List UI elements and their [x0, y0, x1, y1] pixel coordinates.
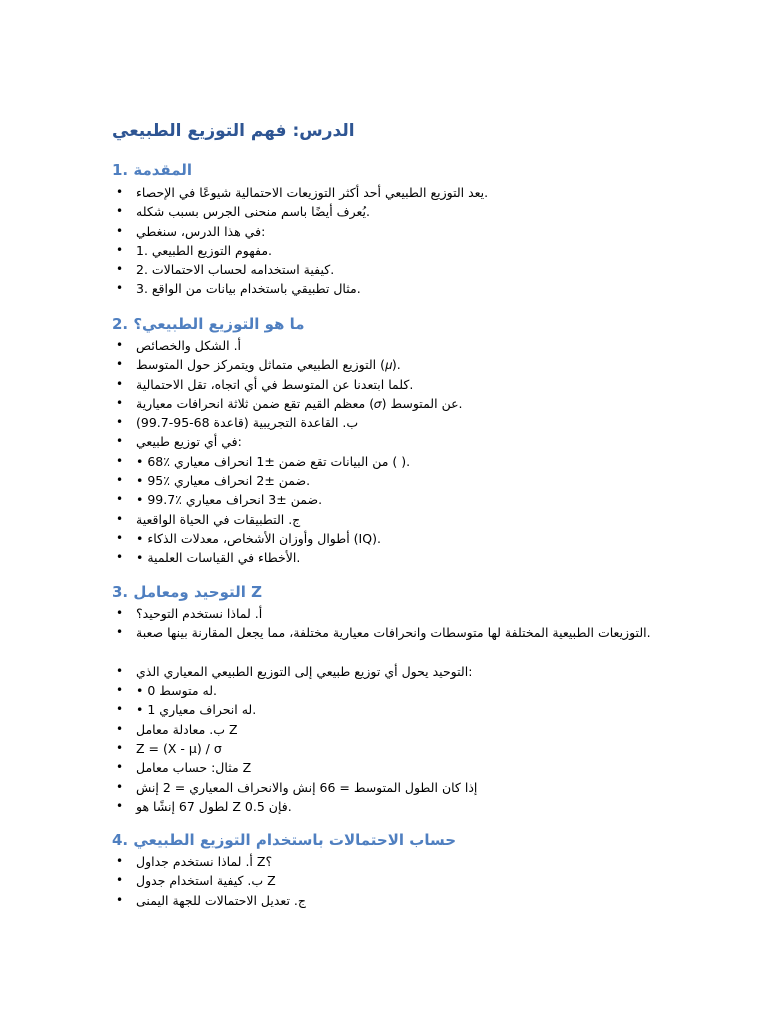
- section-3-list: [112, 604, 672, 816]
- list-item: • • الأخطاء في القياسات العلمية.: [112, 548, 672, 567]
- list-item: • ج. تعديل الاحتمالات للجهة اليمنى: [112, 891, 672, 910]
- bullet-dot: •: [116, 223, 124, 238]
- list-item: • مثال: حساب معامل Z: [112, 758, 672, 777]
- list-item: • أ. لماذا نستخدم جداول Z؟: [112, 852, 672, 871]
- section-2-list: [112, 336, 672, 568]
- section-2-heading: 2. ما هو التوزيع الطبيعي؟: [112, 315, 305, 333]
- list-item: • • 95٪ ضمن ±2 انحراف معياري.: [112, 471, 672, 490]
- bullet-dot: •: [116, 242, 124, 257]
- bullet-dot: •: [116, 453, 124, 468]
- bullet-dot: •: [116, 530, 124, 545]
- bullet-dot: •: [116, 204, 124, 219]
- bullet-dot: •: [116, 741, 124, 756]
- bullet-dot: •: [116, 511, 124, 526]
- bullet-dot: •: [116, 281, 124, 296]
- bullet-dot: •: [116, 376, 124, 391]
- list-item: • يعد التوزيع الطبيعي أحد أكثر التوزيعات الاحتمالية شيوعًا في الإحصاء.: [112, 183, 672, 202]
- bullet-dot: •: [116, 338, 124, 352]
- list-item: • التوحيد يحول أي توزيع طبيعي إلى التوزيع الطبيعي المعياري الذي:: [112, 662, 672, 681]
- bullet-dot: •: [116, 854, 124, 868]
- bullet-dot: •: [116, 798, 124, 813]
- section-4-list: [112, 852, 672, 910]
- list-item: • ب. كيفية استخدام جدول Z: [112, 871, 672, 890]
- list-item: • معظم القيم تقع ضمن ثلاثة انحرافات معيارية (𝜎) عن المتوسط.: [112, 394, 672, 413]
- bullet-dot: •: [116, 683, 124, 698]
- list-item: • كلما ابتعدنا عن المتوسط في أي اتجاه، تقل الاحتمالية.: [112, 375, 672, 394]
- lesson-title: الدرس: فهم التوزيع الطبيعي: [112, 121, 355, 141]
- list-item: • Z = (X - μ) / σ: [112, 739, 672, 758]
- bullet-dot: •: [116, 892, 124, 907]
- list-item: • في هذا الدرس، سنغطي:: [112, 222, 672, 241]
- list-item: • في أي توزيع طبيعي:: [112, 432, 672, 451]
- bullet-dot: •: [116, 760, 124, 775]
- bullet-dot: •: [116, 779, 124, 794]
- list-item: • إذا كان الطول المتوسط = 66 إنش والانحراف المعياري = 2 إنش: [112, 778, 672, 797]
- section-4-heading: 4. حساب الاحتمالات باستخدام التوزيع الطبيعي: [112, 831, 457, 849]
- bullet-dot: •: [116, 550, 124, 565]
- section-1-list: [112, 183, 672, 299]
- list-item: • • له متوسط 0.: [112, 681, 672, 700]
- list-item: • • 99.7٪ ضمن ±3 انحراف معياري.: [112, 490, 672, 509]
- list-item: • لطول 67 إنشًا هو Z 0.5 فإن.: [112, 797, 672, 816]
- list-item: • 2. كيفية استخدامه لحساب الاحتمالات.: [112, 260, 672, 279]
- bullet-dot: •: [116, 395, 124, 410]
- bullet-dot: •: [116, 702, 124, 717]
- bullet-dot: •: [116, 434, 124, 449]
- list-item: • التوزيع الطبيعي متماثل ويتمركز حول المتوسط (𝜇).: [112, 355, 672, 374]
- bullet-dot: •: [116, 492, 124, 507]
- bullet-dot: •: [116, 415, 124, 430]
- bullet-dot: •: [116, 473, 124, 488]
- list-item: • • له انحراف معياري 1.: [112, 700, 672, 719]
- bullet-dot: •: [116, 185, 124, 199]
- list-item: • أ. الشكل والخصائص: [112, 336, 672, 355]
- bullet-dot: •: [116, 663, 124, 678]
- list-item: • ب. معادلة معامل Z: [112, 720, 672, 739]
- list-item: • ب. القاعدة التجريبية (قاعدة 68-95-99.7): [112, 413, 672, 432]
- bullet-dot: •: [116, 873, 124, 888]
- list-item: • 1. مفهوم التوزيع الطبيعي.: [112, 241, 672, 260]
- bullet-dot: •: [116, 721, 124, 736]
- list-item: • ج. التطبيقات في الحياة الواقعية: [112, 510, 672, 529]
- bullet-dot: •: [116, 262, 124, 277]
- list-item: • التوزيعات الطبيعية المختلفة لها متوسطات وانحرافات معيارية مختلفة، مما يجعل المقارنة بينها صعبة.: [112, 623, 656, 662]
- bullet-dot: •: [116, 357, 124, 372]
- bullet-dot: •: [116, 606, 124, 620]
- list-item: • • 68٪ من البيانات تقع ضمن ±1 انحراف معياري ( ).: [112, 452, 672, 471]
- section-3-heading: 3. التوحيد ومعامل Z: [112, 583, 262, 601]
- list-item: • 3. مثال تطبيقي باستخدام بيانات من الواقع.: [112, 279, 672, 298]
- section-1-heading: 1. المقدمة: [112, 161, 193, 179]
- list-item: • أ. لماذا نستخدم التوحيد؟: [112, 604, 672, 623]
- list-item: • يُعرف أيضًا باسم منحنى الجرس بسبب شكله.: [112, 202, 672, 221]
- list-item: • • أطوال وأوزان الأشخاص، معدلات الذكاء (IQ).: [112, 529, 672, 548]
- bullet-dot: •: [116, 625, 124, 640]
